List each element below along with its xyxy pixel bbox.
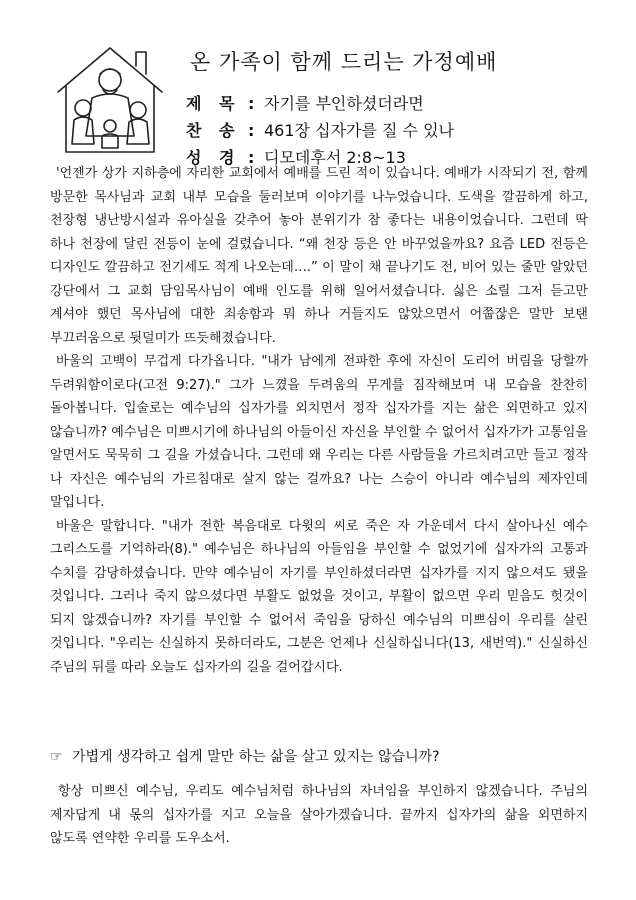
info-value-scripture: 디모데후서 2:8~13 xyxy=(264,148,406,167)
info-separator: : xyxy=(248,121,255,140)
sermon-body xyxy=(50,162,588,679)
info-label: 찬 송 xyxy=(186,121,241,140)
info-value-hymn: 461장 십자가를 질 수 있나 xyxy=(264,121,454,140)
info-label: 제 목 xyxy=(186,94,241,113)
reflection-question xyxy=(50,745,590,769)
info-row-title xyxy=(186,90,454,117)
info-label: 성 경 xyxy=(186,148,241,167)
info-separator: : xyxy=(248,94,255,113)
info-row-hymn xyxy=(186,117,454,144)
paragraph: 바울은 말합니다. "내가 전한 복음대로 다윗의 씨로 죽은 자 가운데서 다시 살아나신 예수 그리스도를 기억하라(8)." 예수님은 하나님의 아들임을 부인할 수 없었기에 십자가의 고통과 수치를 감당하셨습니다. 만약 예수님이 자기를 부인하셨더라면 십자가를 지지 않으셔도 됐을 것입니다. 그러나 죽지 않으셨다면 부활도 없었을 것이고, 부활이 없으면 우리 믿음도 헛것이 되지 않겠습니까? 자기를 부인할 수 없어서 죽임을 당하신 예수님의 미쁘심이 우리를 살린 것입니다. "우리는 신실하지 못하더라도, 그분은 언제나 신실하십니다(13, 새번역)." 신실하신 주님의 뒤를 따라 오늘도 십자가의 길을 걸어갑시다. xyxy=(50,518,588,675)
closing-prayer: 항상 미쁘신 예수님, 우리도 예수님처럼 하나님의 자녀임을 부인하지 않겠습니다. 주님의 제자답게 내 몫의 십자가를 지고 오늘을 살아가겠습니다. 끝까지 십자가의 삶을 외면하지 않도록 연약한 우리를 도우소서. xyxy=(50,784,588,846)
family-house-illustration xyxy=(50,40,170,160)
service-info xyxy=(186,90,454,171)
question-text: 가볍게 생각하고 쉽게 말만 하는 삶을 살고 있지는 않습니까? xyxy=(72,749,440,765)
info-value-title: 자기를 부인하셨더라면 xyxy=(264,94,424,113)
paragraph: '언젠가 상가 지하층에 자리한 교회에서 예배를 드린 적이 있습니다. 예배가 시작되기 전, 함께 방문한 목사님과 교회 내부 모습을 둘러보며 이야기를 나누었습니다. 도색을 깔끔하게 하고, 천장형 냉난방시설과 유아실을 갖추어 놓아 분위기가 참 좋다는 내용이었습니다. 그런데 딱 하나 천장에 달린 전등이 눈에 걸렸습니다. “왜 천장 등은 안 바꾸었을까요? 요즘 LED 전등은 디자인도 깔끔하고 전기세도 적게 나오는데….” 이 말이 채 끝나기도 전, 비어 있는 줄만 알았던 강단에서 그 교회 담임목사님이 예배 인도를 위해 일어서셨습니다. 싫은 소릴 그저 듣고만 계셔야 했던 목사님에 대한 죄송함과 뭐 하나 거들지도 않았으면서 어쭙잖은 말만 보탠 부끄러움으로 뒷덜미가 뜨듯해졌습니다. xyxy=(50,166,588,346)
page-title: 온 가족이 함께 드리는 가정예배 xyxy=(190,50,498,74)
info-separator: : xyxy=(248,148,255,167)
paragraph: 바울의 고백이 무겁게 다가옵니다. "내가 남에게 전파한 후에 자신이 도리어 버림을 당할까 두려워함이로다(고전 9:27)." 그가 느꼈을 두려움의 무게를 짐작해보며 내 모습을 찬찬히 돌아봅니다. 입술로는 예수님의 십자가를 외치면서 정작 십자가를 지는 삶은 외면하고 있지 않습니까? 예수님은 미쁘시기에 하나님의 아들이신 자신을 부인할 수 없어서 십자가가 고통임을 알면서도 묵묵히 그 길을 가셨습니다. 그런데 왜 우리는 다른 사람들을 가르치려고만 들고 정작 나 자신은 예수님의 가르침대로 살지 않는 걸까요? 나는 스승이 아니라 예수님의 제자인데 말입니다. xyxy=(50,354,588,510)
pointing-hand-icon: ☞ xyxy=(50,749,63,765)
